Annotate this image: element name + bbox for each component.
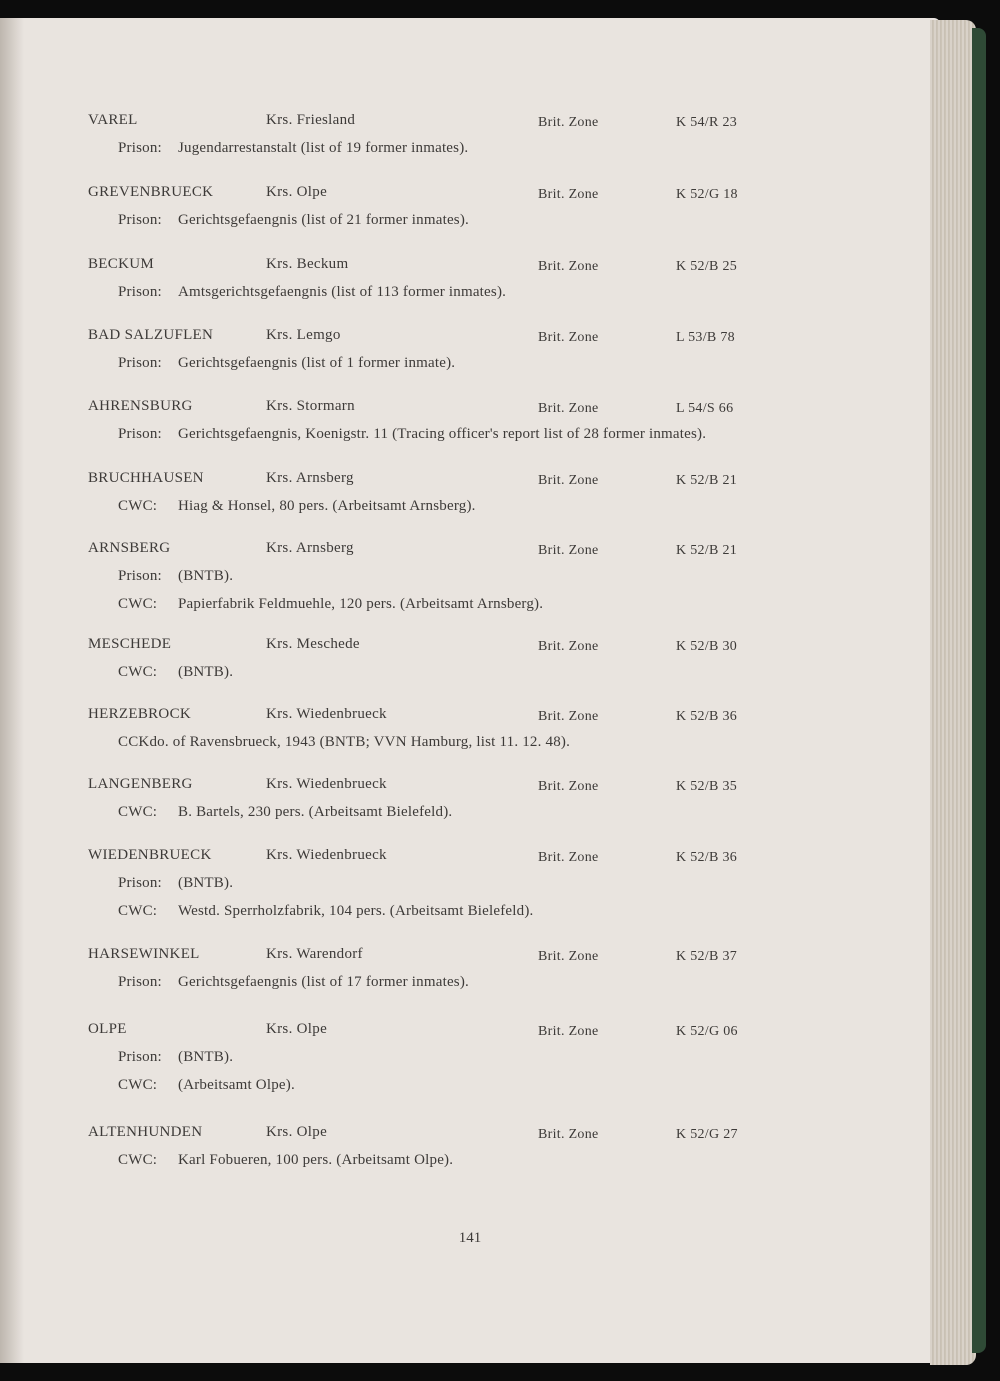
detail-text: (Arbeitsamt Olpe). xyxy=(178,1077,295,1093)
place-name: BECKUM xyxy=(88,256,154,272)
district-name: Krs. Arnsberg xyxy=(266,540,354,556)
detail-label: Prison: xyxy=(118,284,162,300)
entry-heading xyxy=(0,398,940,420)
zone-label: Brit. Zone xyxy=(538,779,599,794)
entry-detail-line xyxy=(118,875,233,892)
detail-label: Prison: xyxy=(118,426,162,442)
entry-heading xyxy=(0,112,940,134)
grid-reference: K 52/G 06 xyxy=(676,1024,738,1039)
zone-label: Brit. Zone xyxy=(538,401,599,416)
district-name: Krs. Olpe xyxy=(266,1124,328,1140)
grid-reference: K 52/B 36 xyxy=(676,709,738,724)
entry-detail-line xyxy=(118,804,452,821)
entry-detail-line xyxy=(118,284,506,301)
detail-text: B. Bartels, 230 pers. (Arbeitsamt Bielefeld). xyxy=(178,804,453,820)
detail-text: (BNTB). xyxy=(178,875,234,891)
detail-text: Gerichtsgefaengnis (list of 17 former inmates). xyxy=(178,974,469,990)
entry-detail-line xyxy=(118,734,570,751)
place-name: GREVENBRUECK xyxy=(88,184,214,200)
detail-text: (BNTB). xyxy=(178,568,234,584)
zone-label: Brit. Zone xyxy=(538,639,599,654)
entry-detail-line xyxy=(118,426,706,443)
entry-heading xyxy=(0,327,940,349)
district-name: Krs. Friesland xyxy=(266,112,356,128)
zone-label: Brit. Zone xyxy=(538,115,599,130)
place-name: ARNSBERG xyxy=(88,540,171,556)
entry-detail-line xyxy=(118,903,534,920)
detail-label: CWC: xyxy=(118,596,158,612)
entry-heading xyxy=(0,470,940,492)
entry-detail-line xyxy=(118,664,233,681)
zone-label: Brit. Zone xyxy=(538,949,599,964)
detail-label: Prison: xyxy=(118,875,162,891)
detail-label: Prison: xyxy=(118,212,162,228)
grid-reference: K 52/B 30 xyxy=(676,639,738,654)
detail-label: Prison: xyxy=(118,1049,162,1065)
entry-heading xyxy=(0,1021,940,1043)
place-name: LANGENBERG xyxy=(88,776,193,792)
district-name: Krs. Olpe xyxy=(266,1021,328,1037)
district-name: Krs. Meschede xyxy=(266,636,360,652)
district-name: Krs. Wiedenbrueck xyxy=(266,706,387,722)
district-name: Krs. Warendorf xyxy=(266,946,363,962)
place-name: AHRENSBURG xyxy=(88,398,193,414)
detail-label: CWC: xyxy=(118,664,158,680)
grid-reference: L 53/B 78 xyxy=(676,330,735,345)
detail-label: CWC: xyxy=(118,903,158,919)
grid-reference: K 52/G 18 xyxy=(676,187,738,202)
detail-label: Prison: xyxy=(118,568,162,584)
entry-heading xyxy=(0,847,940,869)
detail-text: Gerichtsgefaengnis, Koenigstr. 11 (Tracing officer's report list of 28 former inmates). xyxy=(178,426,707,442)
zone-label: Brit. Zone xyxy=(538,709,599,724)
grid-reference: K 52/B 37 xyxy=(676,949,738,964)
place-name: BAD SALZUFLEN xyxy=(88,327,214,343)
zone-label: Brit. Zone xyxy=(538,259,599,274)
entry-detail-line xyxy=(118,596,543,613)
detail-label: Prison: xyxy=(118,974,162,990)
entry-detail-line xyxy=(118,1077,295,1094)
grid-reference: K 54/R 23 xyxy=(676,115,738,130)
grid-reference: K 52/B 21 xyxy=(676,473,738,488)
grid-reference: K 52/B 21 xyxy=(676,543,738,558)
detail-label: CWC: xyxy=(118,1077,158,1093)
place-name: VAREL xyxy=(88,112,138,128)
grid-reference: K 52/B 25 xyxy=(676,259,738,274)
detail-label: CWC: xyxy=(118,1152,158,1168)
entry-detail-line xyxy=(118,974,469,991)
entry-detail-line xyxy=(118,1049,233,1066)
zone-label: Brit. Zone xyxy=(538,187,599,202)
detail-text: Gerichtsgefaengnis (list of 1 former inmate). xyxy=(178,355,456,371)
detail-text: CCKdo. of Ravensbrueck, 1943 (BNTB; VVN Hamburg, list 11. 12. 48). xyxy=(118,734,571,750)
detail-text: Gerichtsgefaengnis (list of 21 former inmates). xyxy=(178,212,469,228)
detail-label: CWC: xyxy=(118,498,158,514)
entry-detail-line xyxy=(118,498,476,515)
detail-text: Jugendarrestanstalt (list of 19 former inmates). xyxy=(178,140,469,156)
detail-text: Amtsgerichtsgefaengnis (list of 113 former inmates). xyxy=(178,284,507,300)
entry-detail-line xyxy=(118,568,233,585)
entry-heading xyxy=(0,1124,940,1146)
zone-label: Brit. Zone xyxy=(538,1127,599,1142)
district-name: Krs. Arnsberg xyxy=(266,470,354,486)
zone-label: Brit. Zone xyxy=(538,1024,599,1039)
place-name: ALTENHUNDEN xyxy=(88,1124,203,1140)
place-name: OLPE xyxy=(88,1021,127,1037)
place-name: MESCHEDE xyxy=(88,636,172,652)
detail-label: Prison: xyxy=(118,355,162,371)
zone-label: Brit. Zone xyxy=(538,850,599,865)
entry-detail-line xyxy=(118,140,468,157)
grid-reference: K 52/B 36 xyxy=(676,850,738,865)
district-name: Krs. Wiedenbrueck xyxy=(266,776,387,792)
detail-label: Prison: xyxy=(118,140,162,156)
entry-detail-line xyxy=(118,1152,453,1169)
place-name: BRUCHHAUSEN xyxy=(88,470,204,486)
page-number: 141 xyxy=(458,1230,482,1246)
grid-reference: K 52/G 27 xyxy=(676,1127,738,1142)
entry-heading xyxy=(0,776,940,798)
entry-heading xyxy=(0,946,940,968)
entry-heading xyxy=(0,184,940,206)
entry-heading xyxy=(0,706,940,728)
entry-heading xyxy=(0,636,940,658)
place-name: WIEDENBRUECK xyxy=(88,847,212,863)
zone-label: Brit. Zone xyxy=(538,473,599,488)
entry-heading xyxy=(0,540,940,562)
grid-reference: K 52/B 35 xyxy=(676,779,738,794)
detail-label: CWC: xyxy=(118,804,158,820)
detail-text: Karl Fobueren, 100 pers. (Arbeitsamt Olpe). xyxy=(178,1152,454,1168)
page-left-fold xyxy=(0,18,24,1363)
book-cover-edge xyxy=(972,28,986,1353)
zone-label: Brit. Zone xyxy=(538,330,599,345)
entry-detail-line xyxy=(118,355,455,372)
detail-text: Westd. Sperrholzfabrik, 104 pers. (Arbeitsamt Bielefeld). xyxy=(178,903,534,919)
place-name: HERZEBROCK xyxy=(88,706,192,722)
district-name: Krs. Stormarn xyxy=(266,398,355,414)
detail-text: (BNTB). xyxy=(178,1049,234,1065)
detail-text: (BNTB). xyxy=(178,664,234,680)
zone-label: Brit. Zone xyxy=(538,543,599,558)
place-name: HARSEWINKEL xyxy=(88,946,200,962)
page-edges xyxy=(930,20,976,1365)
district-name: Krs. Lemgo xyxy=(266,327,341,343)
entry-heading xyxy=(0,256,940,278)
grid-reference: L 54/S 66 xyxy=(676,401,734,416)
detail-text: Hiag & Honsel, 80 pers. (Arbeitsamt Arnsberg). xyxy=(178,498,476,514)
district-name: Krs. Beckum xyxy=(266,256,349,272)
detail-text: Papierfabrik Feldmuehle, 120 pers. (Arbeitsamt Arnsberg). xyxy=(178,596,544,612)
district-name: Krs. Olpe xyxy=(266,184,328,200)
district-name: Krs. Wiedenbrueck xyxy=(266,847,387,863)
entry-detail-line xyxy=(118,212,469,229)
